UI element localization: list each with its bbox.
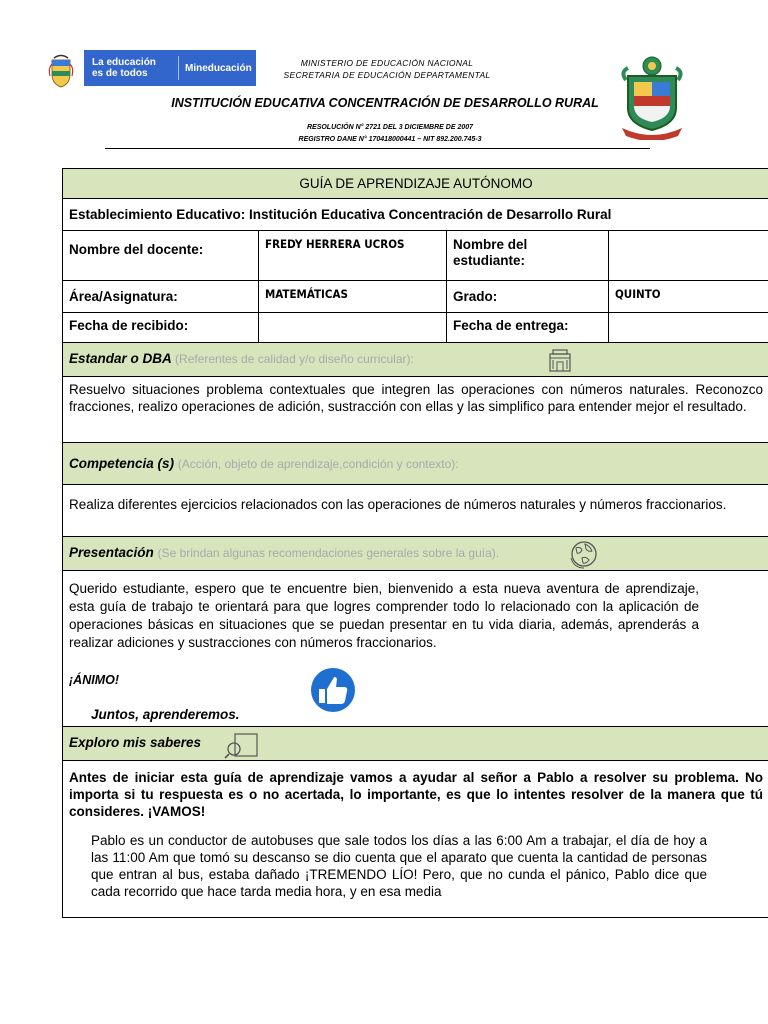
teacher-label: Nombre del docente: bbox=[63, 231, 259, 280]
brand-line-2: es de todos bbox=[92, 68, 148, 79]
school-shield-icon bbox=[616, 50, 688, 140]
guide-title-row bbox=[63, 169, 768, 199]
competence-heading: Competencia (s) bbox=[69, 456, 175, 471]
brand-divider bbox=[178, 56, 179, 80]
explore-heading: Exploro mis saberes bbox=[69, 735, 202, 750]
received-date-label: Fecha de recibido: bbox=[63, 313, 259, 342]
registry-line: REGISTRO DANE N° 170418000441 – NIT 892.200.745-3 bbox=[298, 136, 482, 143]
explore-intro: Antes de iniciar esta guía de aprendizaje vamos a ayudar al señor a Pablo a resolver su problema. No importa si tu respuesta es o no acertada, lo importante, es que lo intentes resolver de la manera que tú consideres. ¡VAMOS! bbox=[69, 770, 763, 819]
ministry-line: MINISTERIO DE EDUCACIÓN NACIONAL bbox=[300, 58, 474, 68]
standard-header-row bbox=[63, 343, 768, 377]
explore-body-row bbox=[63, 761, 768, 918]
grade-value: QUINTO bbox=[615, 287, 661, 301]
presentation-hint: (Se brindan algunas recomendaciones generales sobre la guía). bbox=[157, 546, 500, 560]
guide-title: GUÍA DE APRENDIZAJE AUTÓNOMO bbox=[299, 176, 533, 191]
establishment-row bbox=[63, 199, 768, 231]
colombia-shield-icon bbox=[48, 54, 74, 88]
presentation-heading-line bbox=[63, 537, 768, 566]
student-label: Nombre del estudiante: bbox=[447, 231, 609, 280]
competence-header-row bbox=[63, 443, 768, 485]
globe-icon bbox=[568, 538, 600, 570]
header-rule bbox=[105, 148, 650, 149]
subject-grade-row bbox=[63, 281, 768, 313]
resolution-line: RESOLUCIÓN N° 2721 DEL 3 DICIEMBRE DE 2007 bbox=[306, 124, 474, 131]
delivery-date-field[interactable] bbox=[609, 313, 768, 342]
competence-heading-line bbox=[63, 443, 768, 477]
presentation-text: Querido estudiante, espero que te encuentre bien, bienvenido a esta nueva aventura de aprendizaje, esta guía de trabajo te orientará para que logres comprender todo lo relacionado con la aplicación de operaciones básicas en situaciones que se puedan presentar en tu vida diaria, además, aprenderás a realizar adiciones y sustracciones con números fraccionarios. bbox=[69, 581, 699, 650]
competence-text-row bbox=[63, 485, 768, 537]
grade-label: Grado: bbox=[447, 281, 609, 312]
building-icon bbox=[547, 347, 573, 373]
cheer-text: ¡ÁNIMO! bbox=[69, 673, 119, 687]
standard-text-row bbox=[63, 377, 768, 443]
teacher-student-row bbox=[63, 231, 768, 281]
presentation-header-row bbox=[63, 537, 768, 571]
standard-hint: (Referentes de calidad y/o diseño curricular): bbox=[175, 352, 414, 366]
learning-guide-table bbox=[62, 168, 768, 918]
subject-value: MATEMÁTICAS bbox=[259, 281, 447, 312]
standard-text: Resuelvo situaciones problema contextuales que integren las operaciones con números naturales. Reconozco fracciones, realizo operaciones de adición, sustracción con ellas y las simplifico para entender mejor el resultado. bbox=[69, 382, 763, 414]
together-text: Juntos, aprenderemos. bbox=[91, 707, 240, 722]
delivery-date-label: Fecha de entrega: bbox=[447, 313, 609, 342]
thumbs-up-icon bbox=[303, 667, 363, 713]
received-date-field[interactable] bbox=[259, 313, 447, 342]
brand-slogan bbox=[84, 57, 172, 79]
student-name-field[interactable] bbox=[609, 231, 768, 280]
subject-label: Área/Asignatura: bbox=[63, 281, 259, 312]
teacher-value: FREDY HERRERA UCROS bbox=[259, 231, 447, 280]
document-header bbox=[0, 0, 768, 160]
brand-line-1: La educación bbox=[92, 57, 156, 68]
presentation-heading: Presentación bbox=[69, 545, 154, 560]
establishment-label: Establecimiento Educativo: Institución Educativa Concentración de Desarrollo Rural bbox=[69, 207, 612, 222]
presentation-body-row bbox=[63, 571, 768, 727]
institution-name: INSTITUCIÓN EDUCATIVA CONCENTRACIÓN DE DESARROLLO RURAL bbox=[171, 96, 599, 110]
explore-story: Pablo es un conductor de autobuses que sale todos los días a las 6:00 Am a trabajar, el día de hoy a las 11:00 Am que tomó su descanso se dio cuenta que el aparato que cuenta la cantidad de personas que entran al bus, estaba dañado ¡TREMENDO LÍO! Pero, que no cunda el pánico, Pablo dice que cada recorrido que hace tarda media hora, y en esa media bbox=[91, 833, 707, 899]
competence-text: Realiza diferentes ejercicios relacionados con las operaciones de números naturales y números fraccionarios. bbox=[69, 497, 727, 512]
standard-heading-line bbox=[63, 343, 768, 372]
dates-row bbox=[63, 313, 768, 343]
magnifier-icon bbox=[221, 731, 263, 759]
brand-ministry: Mineducación bbox=[185, 62, 252, 74]
competence-hint: (Acción, objeto de aprendizaje,condición y contexto): bbox=[177, 457, 459, 471]
mineducacion-brand-banner bbox=[84, 50, 256, 86]
explore-header-row bbox=[63, 727, 768, 761]
secretary-line: SECRETARIA DE EDUCACIÓN DEPARTAMENTAL bbox=[283, 70, 491, 80]
standard-heading: Estandar o DBA bbox=[69, 351, 172, 366]
